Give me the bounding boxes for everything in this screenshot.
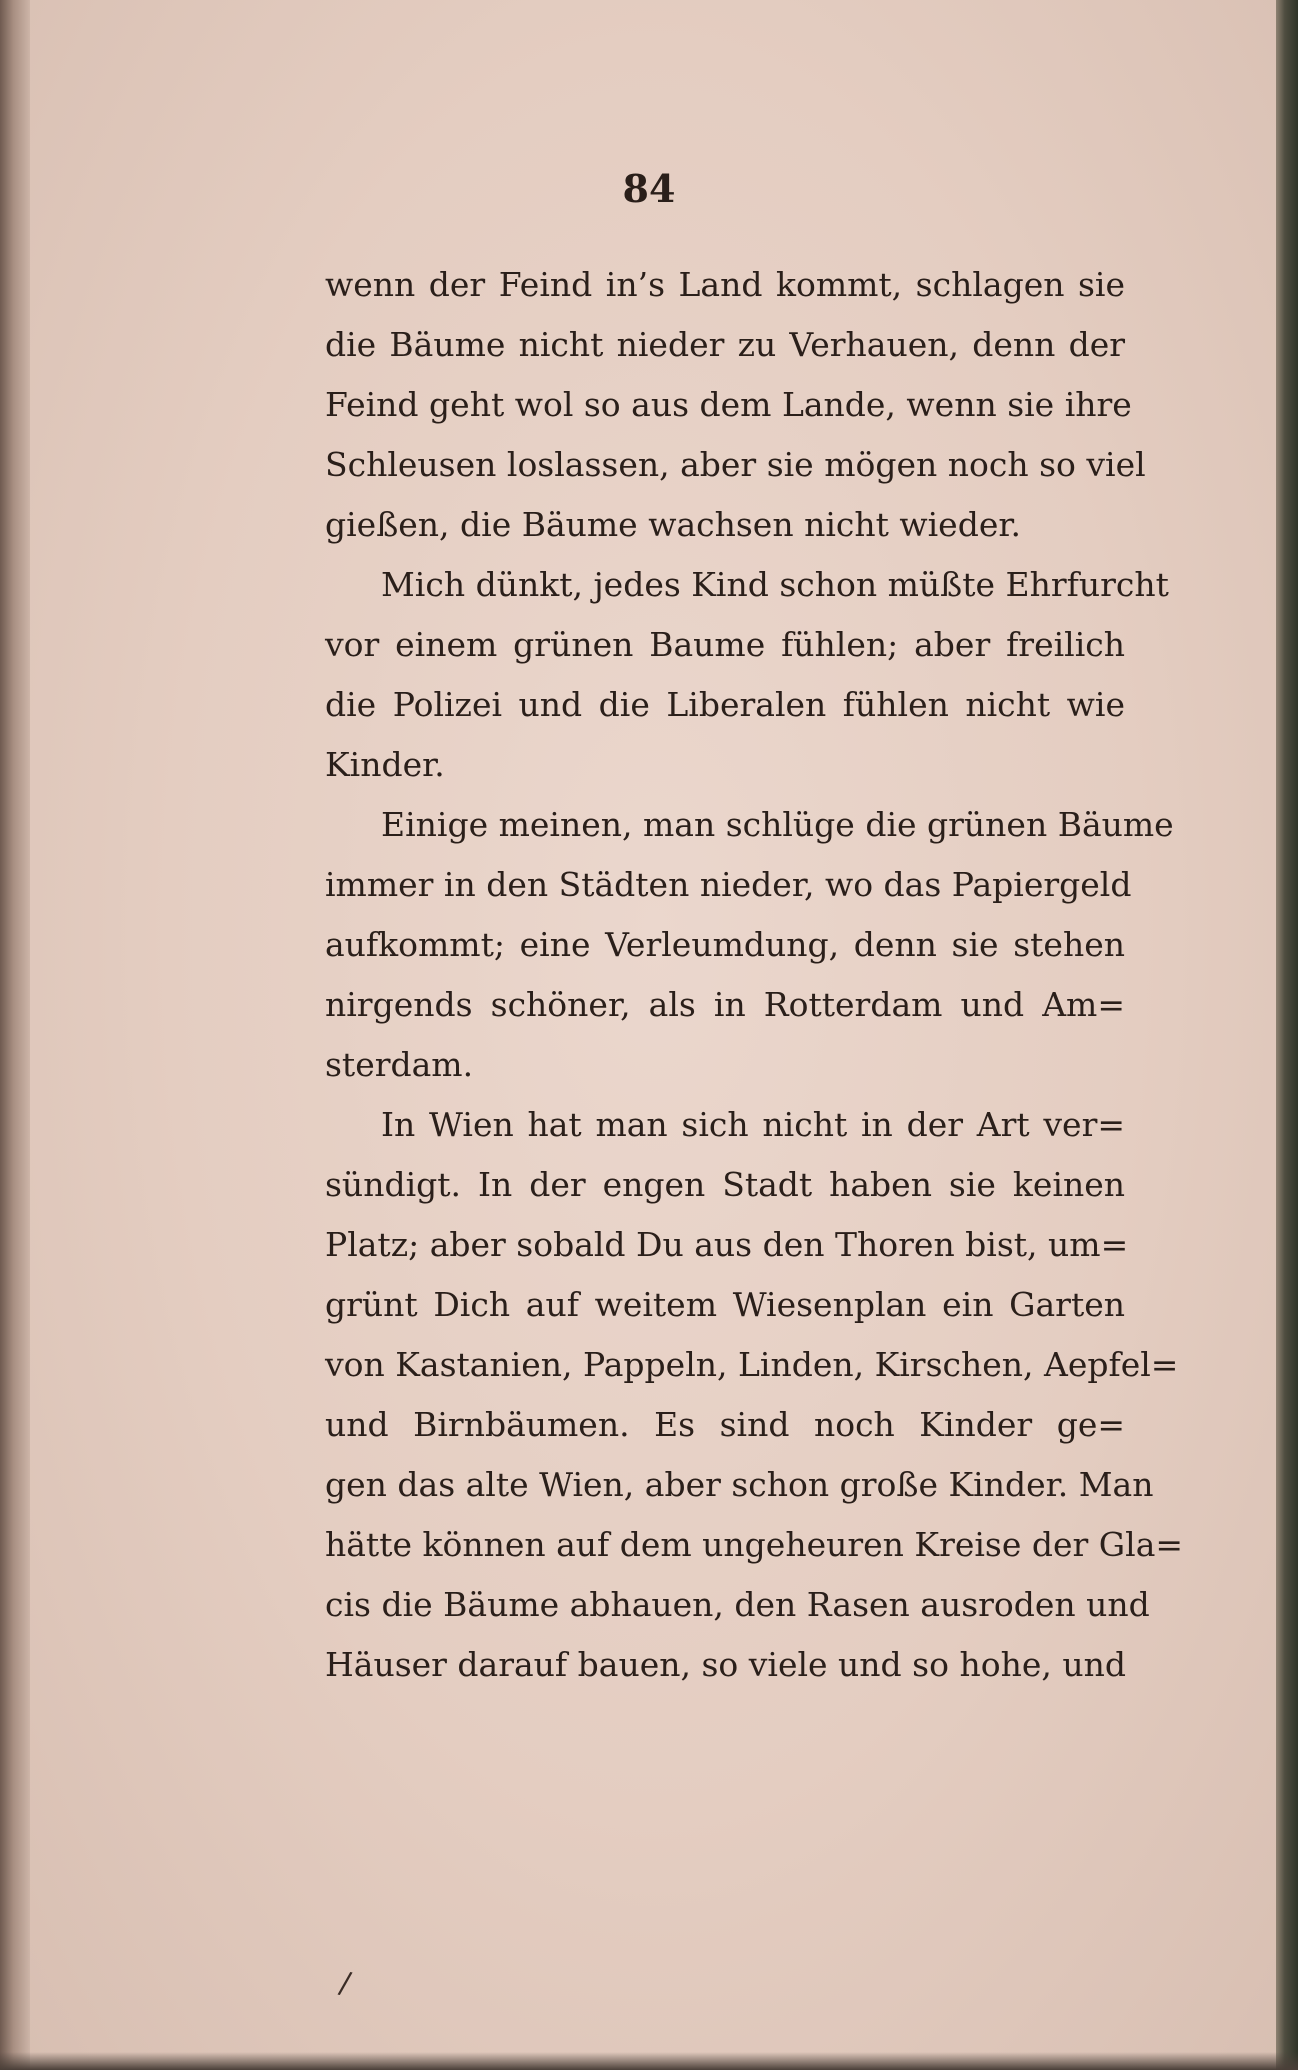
text-line: die Bäume nicht nieder zu Verhauen, denn der	[325, 325, 1125, 364]
page-number: 84	[622, 166, 676, 211]
text-line: vor einem grünen Baume fühlen; aber freilich	[325, 625, 1125, 664]
paragraph-start-line: In Wien hat man sich nicht in der Art ver=	[381, 1105, 1125, 1144]
text-line: cis die Bäume abhauen, den Rasen ausroden und	[325, 1585, 1150, 1624]
text-line: gießen, die Bäume wachsen nicht wieder.	[325, 505, 1021, 544]
pencil-mark: /	[336, 1965, 354, 2002]
text-line: Schleusen loslassen, aber sie mögen noch so viel	[325, 445, 1146, 484]
text-line: und Birnbäumen. Es sind noch Kinder ge=	[325, 1405, 1125, 1444]
text-line: Häuser darauf bauen, so viele und so hohe, und	[325, 1645, 1126, 1684]
paragraph-start-line: Einige meinen, man schlüge die grünen Bäume	[381, 805, 1174, 844]
text-line: sterdam.	[325, 1045, 474, 1084]
text-line: aufkommt; eine Verleumdung, denn sie stehen	[325, 925, 1125, 964]
page-bottom-shadow	[0, 2052, 1298, 2070]
text-line: hätte können auf dem ungeheuren Kreise der Gla=	[325, 1525, 1184, 1564]
book-spine	[0, 0, 30, 2070]
body-text	[325, 255, 1184, 1695]
text-line: sündigt. In der engen Stadt haben sie keinen	[325, 1165, 1125, 1204]
paragraph-start-line: Mich dünkt, jedes Kind schon müßte Ehrfurcht	[381, 565, 1169, 604]
text-line: von Kastanien, Pappeln, Linden, Kirschen, Aepfel=	[325, 1345, 1179, 1384]
text-line: nirgends schöner, als in Rotterdam und Am=	[325, 985, 1125, 1024]
text-line: Platz; aber sobald Du aus den Thoren bist, um=	[325, 1225, 1129, 1264]
text-line: Kinder.	[325, 745, 445, 784]
text-line: immer in den Städten nieder, wo das Papiergeld	[325, 865, 1132, 904]
text-line: grünt Dich auf weitem Wiesenplan ein Garten	[325, 1285, 1125, 1324]
text-line: die Polizei und die Liberalen fühlen nicht wie	[325, 685, 1125, 724]
text-line: gen das alte Wien, aber schon große Kinder. Man	[325, 1465, 1154, 1504]
text-line: wenn der Feind in’s Land kommt, schlagen sie	[325, 265, 1125, 304]
text-line: Feind geht wol so aus dem Lande, wenn sie ihre	[325, 385, 1132, 424]
book-cover-edge	[1276, 0, 1298, 2070]
